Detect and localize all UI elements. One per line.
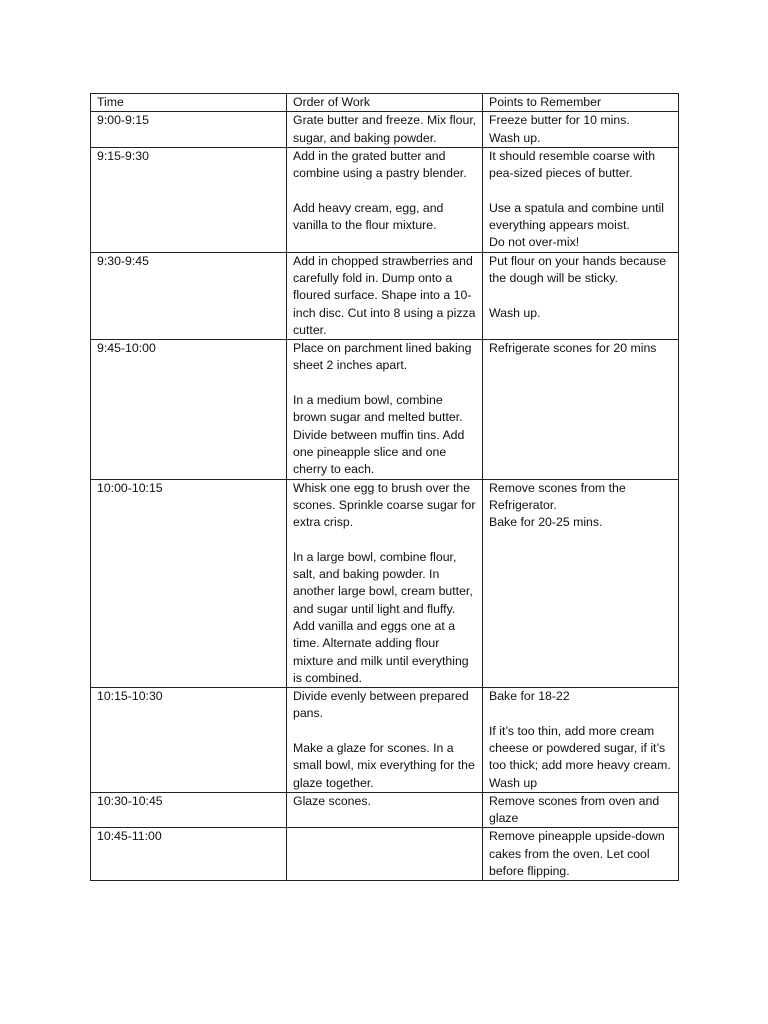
table-row (91, 147, 679, 252)
points-cell (483, 688, 679, 793)
work-paragraph: Grate butter and freeze. Mix flour, sugar, and baking powder. (293, 113, 477, 145)
work-paragraph: In a medium bowl, combine brown sugar and melted butter. Divide between muffin tins. Add one pineapple slice and one cherry to each. (293, 393, 465, 477)
work-paragraph: Whisk one egg to brush over the scones. Sprinkle coarse sugar for extra crisp. (293, 480, 476, 530)
time-cell: 9:30-9:45 (91, 252, 287, 339)
work-paragraph: Add in chopped strawberries and carefully fold in. Dump onto a floured surface. Shape into a 10-inch disc. Cut into 8 using a pizza cutter. (293, 253, 476, 337)
points-paragraph: Use a spatula and combine until everything appears moist. Do not over-mix! (489, 200, 664, 250)
work-cell (287, 112, 483, 148)
points-cell (483, 340, 679, 479)
work-paragraph: Place on parchment lined baking sheet 2 inches apart. (293, 341, 472, 373)
table-row (91, 828, 679, 881)
table-row (91, 479, 679, 688)
work-cell-empty (287, 828, 483, 881)
work-paragraph: Make a glaze for scones. In a small bowl, mix everything for the glaze together. (293, 740, 475, 790)
table-row (91, 340, 679, 479)
schedule-table (90, 93, 679, 881)
time-cell: 10:00-10:15 (91, 479, 287, 688)
table-row (91, 688, 679, 793)
points-paragraph: Put flour on your hands because the dough will be sticky. (489, 253, 667, 285)
time-cell: 9:00-9:15 (91, 112, 287, 148)
time-cell: 10:15-10:30 (91, 688, 287, 793)
table-row (91, 112, 679, 148)
points-paragraph: Remove pineapple upside-down cakes from the oven. Let cool before flipping. (489, 829, 665, 879)
points-paragraph: If it’s too thin, add more cream cheese or powdered sugar, if it’s too thick; add more heavy cream. Wash up (489, 723, 671, 790)
work-paragraph: Glaze scones. (293, 793, 371, 808)
points-cell (483, 792, 679, 828)
work-cell (287, 147, 483, 252)
points-paragraph: Remove scones from oven and glaze (489, 793, 660, 826)
points-paragraph: Refrigerate scones for 20 mins (489, 341, 657, 356)
points-paragraph: Bake for 18-22 (489, 689, 570, 704)
work-cell (287, 688, 483, 793)
points-cell (483, 147, 679, 252)
header-order-of-work: Order of Work (287, 94, 483, 112)
work-paragraph: Divide evenly between prepared pans. (293, 689, 469, 721)
points-cell (483, 479, 679, 688)
points-cell (483, 112, 679, 148)
table-body (91, 112, 679, 881)
table-row (91, 252, 679, 339)
table-header-row (91, 94, 679, 112)
points-paragraph: Freeze butter for 10 mins. Wash up. (489, 113, 630, 145)
work-paragraph: Add in the grated butter and combine using a pastry blender. (293, 148, 467, 181)
table-row (91, 792, 679, 828)
time-cell: 10:30-10:45 (91, 792, 287, 828)
work-cell (287, 792, 483, 828)
time-cell: 9:45-10:00 (91, 340, 287, 479)
time-cell: 10:45-11:00 (91, 828, 287, 881)
time-cell: 9:15-9:30 (91, 147, 287, 252)
points-paragraph: It should resemble coarse with pea-sized pieces of butter. (489, 148, 656, 181)
work-paragraph: In a large bowl, combine flour, salt, and baking powder. In another large bowl, cream butter, and sugar until light and fluffy. Add vanilla and eggs one at a time. Alternate adding flour mixture and milk until everything is combined. (293, 549, 473, 685)
points-cell (483, 828, 679, 881)
points-paragraph: Remove scones from the Refrigerator. Bake for 20-25 mins. (489, 480, 626, 530)
work-paragraph: Add heavy cream, egg, and vanilla to the flour mixture. (293, 200, 444, 233)
work-cell (287, 252, 483, 339)
work-cell (287, 479, 483, 688)
header-points-to-remember: Points to Remember (483, 94, 679, 112)
points-paragraph: Wash up. (489, 305, 541, 320)
points-cell (483, 252, 679, 339)
header-time: Time (91, 94, 287, 112)
work-cell (287, 340, 483, 479)
